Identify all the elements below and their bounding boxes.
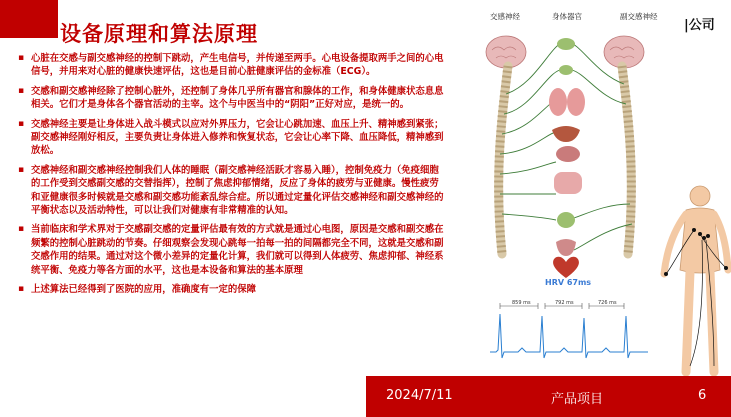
bullet-item: ▪ 交感神经主要是让身体进入战斗模式以应对外界压力，它会让心跳加速、血压上升、精神感到紧张；副交感神经刚好相反，主要负责让身体进入修养和恢复状态，它会让心率下降、血压降低，精神感到放松。 (18, 118, 446, 158)
bullet-list (18, 52, 446, 303)
lung-icon (567, 88, 585, 116)
bullet-item: ▪ 上述算法已经得到了医院的应用，准确度有一定的保障 (18, 283, 446, 296)
interval-label: 859 ms (512, 300, 531, 306)
hrv-label: HRV 67ms (545, 278, 592, 287)
bullet-item: ▪ 交感神经和副交感神经控制我们人体的睡眠（副交感神经活跃才容易入睡），控制免疫力（免疫细胞的工作受到交感副交感的交替指挥），控制了焦虑抑郁情绪，反应了身体的疲劳与亚健康。慢性疲劳和亚健康很多时候就是交感和副交感功能紊乱综合症。所以通过定量化评估交感神经和副交感神经的平衡状态以及活动特性，可以让我们对健康有非常精准的认知。 (18, 164, 446, 218)
footer-date: 2024/7/11 (386, 388, 453, 403)
page-number: 6 (698, 388, 707, 403)
corner-accent-block (0, 0, 58, 38)
bladder-icon (557, 212, 575, 228)
lung-icon (549, 88, 567, 116)
label-sympathetic: 交感神经 (490, 12, 520, 21)
slide-title: 设备原理和算法原理 (60, 22, 258, 46)
eye-icon (557, 38, 575, 50)
stomach-icon (556, 146, 580, 162)
intestine-icon (554, 172, 582, 194)
organs (549, 38, 585, 256)
label-organs: 身体器官 (552, 12, 582, 21)
liver-icon (552, 126, 580, 142)
reproductive-organ-icon (556, 239, 576, 256)
nervous-system-diagram (456, 4, 671, 289)
ecg-waveform (488, 294, 650, 368)
bullet-item: ▪ 心脏在交感与副交感神经的控制下跳动，产生电信号，并传递至两手。心电设备提取两手之间的心电信号，并用来对心脏的健康快速评估，这也是目前心脏健康评估的金标准（ECG）。 (18, 52, 446, 79)
human-figure-icon (660, 180, 731, 376)
ecg-trace (490, 314, 648, 358)
bullet-item: ▪ 交感和副交感神经除了控制心脏外，还控制了身体几乎所有器官和腺体的工作，和身体健康状态息息相关。它们才是身体各个器官活动的主宰。这个与中医当中的“阴阳”正好对应，是统一的。 (18, 85, 446, 112)
interval-label: 726 ms (598, 300, 617, 306)
label-parasympathetic: 副交感神经 (620, 12, 658, 21)
company-label: |公司 (684, 18, 715, 33)
interval-label: 792 ms (555, 300, 574, 306)
bullet-item: ▪ 当前临床和学术界对于交感副交感的定量评估最有效的方式就是通过心电图，原因是交感和副交感在频繁的控制心脏跳动的节奏。仔细观察会发现心跳每一拍每一拍的间隔都完全不同，这就是交感和副交感作用的结果。通过对这个微小差异的定量化计算，我们就可以得到人体疲劳、焦虑抑郁、神经系统平衡、免疫力等各方面的水平，这也是本设备和算法的基本原理 (18, 223, 446, 277)
footer-project: 产品项目 (551, 392, 604, 407)
footer-bar (366, 376, 731, 417)
gland-icon (559, 65, 573, 75)
heart-icon (553, 257, 579, 278)
